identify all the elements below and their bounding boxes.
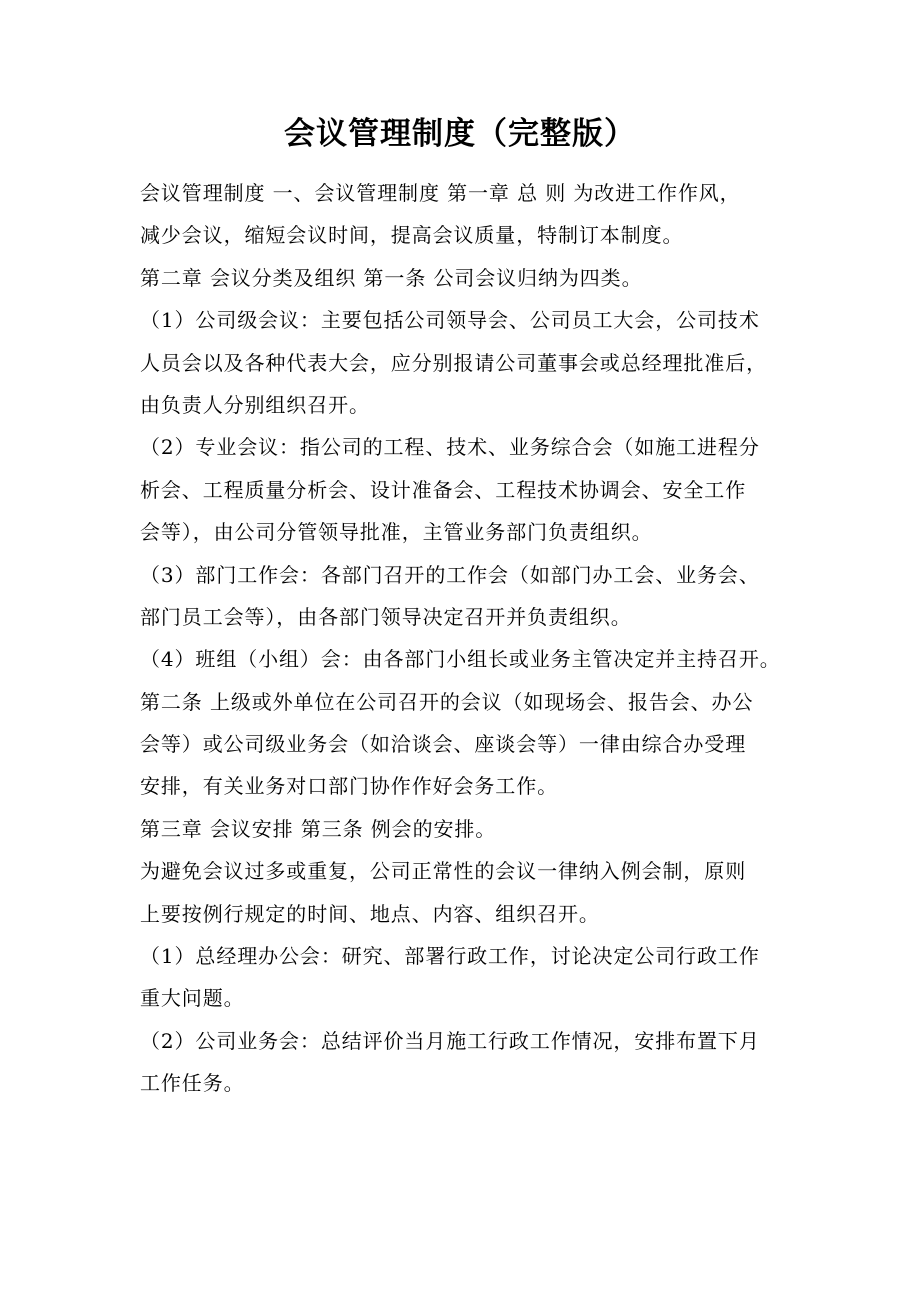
body-line: 部门员工会等），由各部门领导决定召开并负责组织。 [140, 604, 632, 629]
body-line: 人员会以及各种代表大会，应分别报请公司董事会或总经理批准后， [140, 350, 767, 375]
body-line: 会议管理制度 一、会议管理制度 第一章 总 则 为改进工作作风， [140, 181, 741, 205]
body-line: （2）专业会议：指公司的工程、技术、业务综合会（如施工进程分 [140, 435, 760, 460]
body-line: 第二章 会议分类及组织 第一条 公司会议归纳为四类。 [140, 265, 643, 290]
body-line: （4）班组（小组）会：由各部门小组长或业务主管决定并主持召开。 [140, 647, 781, 672]
body-line: 第三章 会议安排 第三条 例会的安排。 [140, 816, 497, 841]
body-line: 减少会议，缩短会议时间，提高会议质量，特制订本制度。 [140, 223, 684, 248]
body-line: 会等）或公司级业务会（如洽谈会、座谈会等）一律由综合办受理 [140, 732, 747, 757]
document-body [140, 172, 800, 1105]
body-line: 安排，有关业务对口部门协作作好会务工作。 [140, 774, 558, 799]
body-line: 析会、工程质量分析会、设计准备会、工程技术协调会、安全工作 [140, 477, 747, 502]
body-line: （3）部门工作会：各部门召开的工作会（如部门办工会、业务会、 [140, 562, 760, 587]
body-line: （1）总经理办公会：研究、部署行政工作，讨论决定公司行政工作 [140, 944, 760, 969]
body-line: 第二条 上级或外单位在公司召开的会议（如现场会、报告会、办公 [140, 689, 754, 714]
body-line: （2）公司业务会：总结评价当月施工行政工作情况，安排布置下月 [140, 1028, 760, 1053]
body-line: 工作任务。 [140, 1071, 245, 1096]
body-line: 上要按例行规定的时间、地点、内容、组织召开。 [140, 901, 600, 926]
body-line: 由负责人分别组织召开。 [140, 392, 370, 417]
body-line: 重大问题。 [140, 986, 245, 1011]
document-title: 会议管理制度（完整版） [284, 116, 636, 152]
body-line: （1）公司级会议：主要包括公司领导会、公司员工大会，公司技术 [140, 308, 760, 333]
body-line: 为避免会议过多或重复，公司正常性的会议一律纳入例会制，原则 [140, 859, 747, 884]
body-line: 会等），由公司分管领导批准，主管业务部门负责组织。 [140, 520, 653, 545]
